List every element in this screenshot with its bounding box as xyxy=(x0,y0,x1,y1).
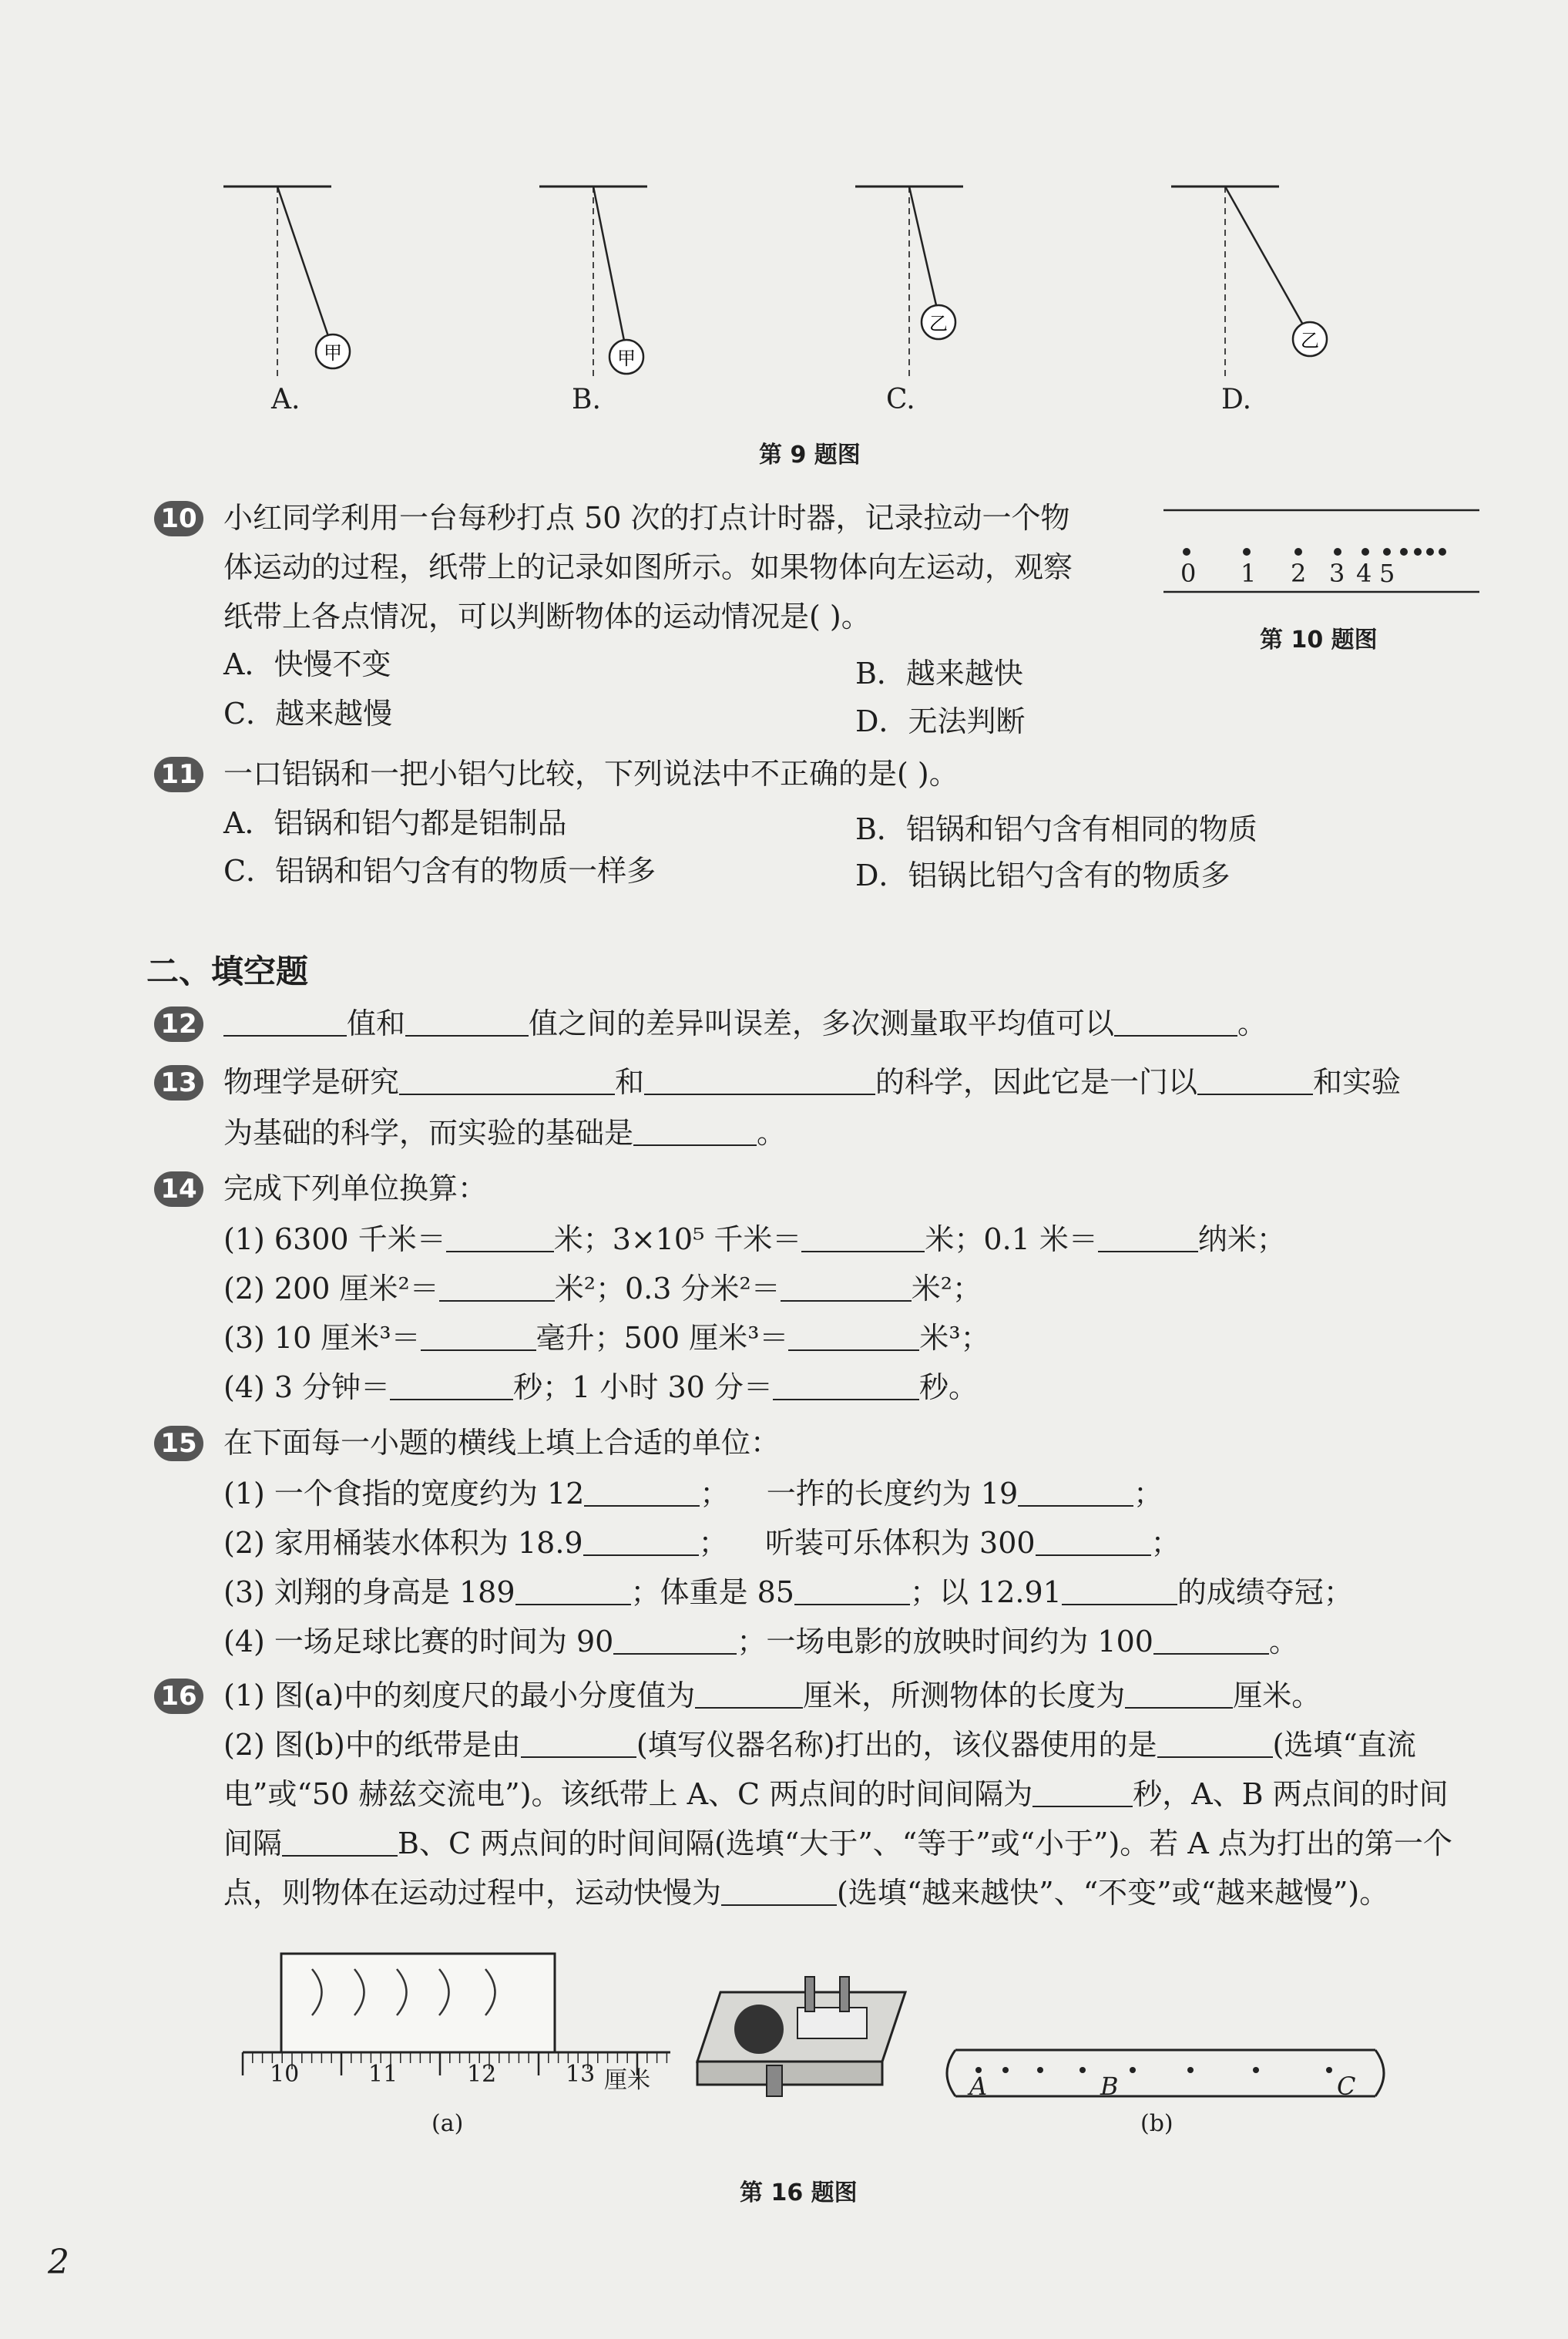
tape-label-2: 2 xyxy=(1291,559,1307,588)
q16-paper-tape-figure xyxy=(940,2042,1387,2104)
q12-blank-3[interactable] xyxy=(1114,1009,1237,1037)
q10-line-2: 体运动的过程，纸带上的记录如图所示。如果物体向左运动，观察 xyxy=(223,550,1073,584)
bob-label-c: 乙 xyxy=(929,313,948,334)
q10-caption: 第 10 题图 xyxy=(1260,627,1378,654)
tape-point-b: B xyxy=(1100,2072,1119,2101)
q14-blank-7[interactable] xyxy=(788,1323,919,1351)
q14-row-3: (3) 10 厘米³＝ 毫升；500 厘米³＝ 米³； xyxy=(223,1321,990,1355)
option-c-label: C. xyxy=(886,384,915,415)
q15-blank-1[interactable] xyxy=(584,1479,700,1507)
page-number: 2 xyxy=(48,2243,69,2282)
q14-blank-2[interactable] xyxy=(801,1225,925,1252)
q12-number: 12 xyxy=(154,1007,203,1042)
q11-option-a: A．铝锅和铝勺都是铝制品 xyxy=(223,806,567,840)
q15-row-1: (1) 一个食指的宽度约为 12 ； 一拃的长度约为 19 ； xyxy=(223,1477,1163,1511)
q15-blank-9[interactable] xyxy=(1153,1627,1269,1655)
q15-row-4: (4) 一场足球比赛的时间为 90 ；一场电影的放映时间约为 100 。 xyxy=(223,1625,1298,1658)
q15-blank-2[interactable] xyxy=(1018,1479,1133,1507)
q10-option-c: C．越来越慢 xyxy=(223,697,393,731)
q15-number: 15 xyxy=(154,1426,203,1461)
q11-option-d: D．铝锅比铝勺含有的物质多 xyxy=(855,859,1231,892)
q13-line-2: 为基础的科学，而实验的基础是 。 xyxy=(223,1116,787,1150)
q16-blank-6[interactable] xyxy=(282,1829,398,1857)
ticker-timer-icon xyxy=(690,1969,921,2100)
q14-title: 完成下列单位换算： xyxy=(223,1171,488,1205)
tape-label-3: 3 xyxy=(1329,559,1345,588)
q13-blank-1[interactable] xyxy=(399,1067,615,1095)
q13-blank-3[interactable] xyxy=(1197,1067,1313,1095)
measured-object xyxy=(281,1954,555,2052)
option-a-label: A. xyxy=(271,384,301,415)
pendulum-b xyxy=(539,187,647,378)
bob-label-a: 甲 xyxy=(324,342,342,364)
q14-blank-4[interactable] xyxy=(439,1274,555,1302)
ruler-label-10: 10 xyxy=(270,2061,300,2088)
q16-line-3: 电”或“50 赫兹交流电”)。该纸带上 A、C 两点间的时间间隔为 秒，A、B 两点间的时间 xyxy=(223,1777,1449,1811)
option-b-label: B. xyxy=(572,384,601,415)
q14-row-2: (2) 200 厘米²＝ 米²；0.3 分米²＝ 米²； xyxy=(223,1272,982,1306)
tape-point-c: C xyxy=(1337,2072,1356,2101)
q15-blank-5[interactable] xyxy=(515,1578,631,1605)
q15-blank-3[interactable] xyxy=(583,1528,699,1556)
q10-line-3: 纸带上各点情况，可以判断物体的运动情况是( )。 xyxy=(223,600,871,633)
q10-line-1: 小红同学利用一台每秒打点 50 次的打点计时器，记录拉动一个物 xyxy=(223,501,1070,535)
q9-caption: 第 9 题图 xyxy=(759,442,861,469)
option-d-label: D. xyxy=(1221,384,1252,415)
q12-blank-2[interactable] xyxy=(405,1009,529,1037)
q16-blank-5[interactable] xyxy=(1032,1779,1133,1807)
q11-number: 11 xyxy=(154,757,203,792)
q16-line-2: (2) 图(b)中的纸带是由 (填写仪器名称)打出的，该仪器使用的是 (选填“直流 xyxy=(223,1728,1416,1762)
q15-title: 在下面每一小题的横线上填上合适的单位： xyxy=(223,1426,781,1460)
q15-row-2: (2) 家用桶装水体积为 18.9 ； 听装可乐体积为 300 ； xyxy=(223,1526,1180,1560)
section-title: 二、填空题 xyxy=(146,953,309,990)
ruler-label-13: 13 xyxy=(566,2061,596,2088)
q9-pendulum-figure xyxy=(200,170,1341,432)
q16-number: 16 xyxy=(154,1679,203,1714)
q15-blank-4[interactable] xyxy=(1036,1528,1151,1556)
ruler-label-11: 11 xyxy=(368,2061,398,2088)
tape-label-5: 5 xyxy=(1379,559,1395,588)
q13-number: 13 xyxy=(154,1065,203,1101)
tape-label-0: 0 xyxy=(1180,559,1197,588)
q10-option-b: B．越来越快 xyxy=(855,657,1023,691)
q16-blank-3[interactable] xyxy=(521,1730,636,1758)
ruler-ticks xyxy=(243,2052,666,2075)
q11-text: 一口铝锅和一把小铝勺比较，下列说法中不正确的是( )。 xyxy=(223,757,959,791)
pendulum-d xyxy=(1171,187,1327,378)
q16-caption: 第 16 题图 xyxy=(740,2179,858,2206)
pendulum-a xyxy=(223,187,350,378)
q14-blank-8[interactable] xyxy=(390,1373,513,1400)
q14-blank-5[interactable] xyxy=(781,1274,912,1302)
q10-option-d: D．无法判断 xyxy=(855,704,1026,738)
ruler-unit: 厘米 xyxy=(604,2067,650,2094)
q14-row-4: (4) 3 分钟＝ 秒；1 小时 30 分＝ 秒。 xyxy=(223,1370,978,1404)
q14-row-1: (1) 6300 千米＝ 米；3×10⁵ 千米＝ 米；0.1 米＝ 纳米； xyxy=(223,1222,1286,1256)
q15-row-3: (3) 刘翔的身高是 189 ；体重是 85 ；以 12.91 的成绩夺冠； xyxy=(223,1575,1353,1609)
q15-blank-7[interactable] xyxy=(1062,1578,1177,1605)
q14-blank-1[interactable] xyxy=(446,1225,554,1252)
q13-blank-2[interactable] xyxy=(644,1067,875,1095)
q13-line-1: 物理学是研究 和 的科学，因此它是一门以 和实验 xyxy=(223,1065,1402,1099)
q12-text: 值和 值之间的差异叫误差，多次测量取平均值可以 。 xyxy=(223,1005,1267,1042)
q10-number: 10 xyxy=(154,501,203,536)
q16-blank-1[interactable] xyxy=(695,1681,803,1709)
q10-option-a: A．快慢不变 xyxy=(223,647,391,681)
q14-blank-9[interactable] xyxy=(773,1373,919,1400)
pendulum-c xyxy=(855,187,963,378)
q15-blank-8[interactable] xyxy=(613,1627,737,1655)
q10-tape-figure xyxy=(1156,501,1487,593)
q16-blank-4[interactable] xyxy=(1157,1730,1273,1758)
q14-blank-3[interactable] xyxy=(1098,1225,1198,1252)
q15-blank-6[interactable] xyxy=(794,1578,910,1605)
q16-line-4: 间隔 B、C 两点间的时间间隔(选填“大于”、“等于”或“小于”)。若 A 点为打出的第一个 xyxy=(223,1827,1452,1860)
tape-point-a: A xyxy=(969,2072,988,2101)
tape-label-4: 4 xyxy=(1356,559,1372,588)
fig-b-label: (b) xyxy=(1140,2110,1173,2137)
q16-blank-7[interactable] xyxy=(721,1878,837,1906)
q11-option-c: C．铝锅和铝勺含有的物质一样多 xyxy=(223,854,656,888)
q11-option-b: B．铝锅和铝勺含有相同的物质 xyxy=(855,812,1257,846)
q16-line-5: 点，则物体在运动过程中，运动快慢为 (选填“越来越快”、“不变”或“越来越慢”)。 xyxy=(223,1876,1389,1910)
q13-blank-4[interactable] xyxy=(633,1118,757,1146)
ruler-label-12: 12 xyxy=(467,2061,497,2088)
bob-label-d: 乙 xyxy=(1301,330,1319,351)
q16-line-1: (1) 图(a)中的刻度尺的最小分度值为 厘米，所测物体的长度为 厘米。 xyxy=(223,1679,1321,1712)
q14-number: 14 xyxy=(154,1171,203,1207)
q16-blank-2[interactable] xyxy=(1125,1681,1233,1709)
tape-label-1: 1 xyxy=(1241,559,1257,588)
fig-a-label: (a) xyxy=(431,2110,464,2137)
q14-blank-6[interactable] xyxy=(421,1323,536,1351)
bob-label-b: 甲 xyxy=(617,348,636,369)
q12-blank-1[interactable] xyxy=(223,1009,347,1037)
